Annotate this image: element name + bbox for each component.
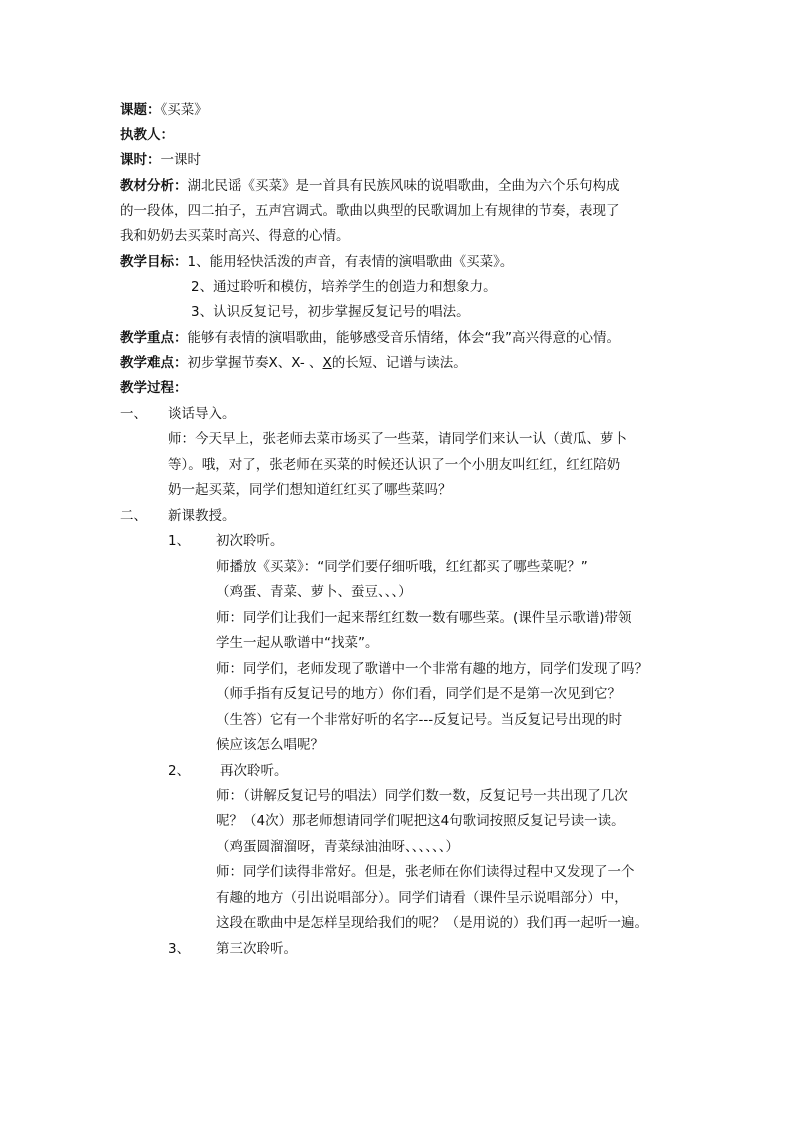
subsection-2-text-5: 有趣的地方（引出说唱部分）。同学们请看（课件呈示说唱部分）中， [216,890,628,906]
goal-2: 2、通过聆听和模仿，培养学生的创造力和想象力。 [191,279,497,295]
analysis-label: 教材分析： [120,178,188,194]
section-1-text-3: 奶一起买菜，同学们想知道红红买了哪些菜吗？ [168,482,452,498]
goals-line-3 [191,304,470,320]
subsection-2-number: 2、 [168,763,191,779]
difficulty-text-post: 的长短、记谱与读法。 [331,355,467,371]
process-label: 教学过程： [120,380,188,396]
title-value: 《买菜》 [160,102,208,118]
subsection-1-text-4: 学生一起从歌谱中“找菜”。 [216,635,379,651]
process-line [120,380,188,396]
section-1-text-2: 等）。哦，对了，张老师在买菜的时候还认识了一个小朋友叫红红，红红陪奶 [168,457,621,473]
subsection-1-text-6: （师手指有反复记号的地方）你们看，同学们是不是第一次见到它？ [216,686,621,702]
teacher-line [120,127,174,143]
subsection-1-text-3: 师：同学们让我们一起来帮红红数一数有哪些菜。(课件呈示歌谱)带领 [216,610,632,626]
subsection-2-title: 再次聆听。 [220,763,288,779]
subsection-2-text-4: 师：同学们读得非常好。但是，张老师在你们读得过程中又发现了一个 [216,864,635,880]
subsection-1-number: 1、 [168,533,191,549]
title-line [120,102,208,118]
goal-3: 3、认识反复记号，初步掌握反复记号的唱法。 [191,304,470,320]
subsection-1-text-1: 师播放《买菜》：“同学们要仔细听哦，红红都买了哪些菜呢？” [216,559,588,575]
key-point-label: 教学重点： [120,330,188,346]
subsection-1-text-2: （鸡蛋、青菜、萝卜、蚕豆、、、） [216,584,412,600]
subsection-2-text-2: 呢？（4次）那老师想请同学们呢把这4句歌词按照反复记号读一读。 [216,813,625,829]
section-1-title: 谈话导入。 [168,406,236,422]
difficulty-line [120,355,467,371]
section-1-text-1: 师：今天早上，张老师去菜市场买了一些菜，请同学们来认一认（黄瓜、萝卜 [168,431,627,447]
goals-label: 教学目标： [120,254,188,270]
analysis-text-3: 我和奶奶去买菜时高兴、得意的心情。 [120,228,350,244]
subsection-3-title: 第三次聆听。 [216,941,297,957]
goal-1: 1、能用轻快活泼的声音，有表情的演唱歌曲《买菜》。 [187,254,514,270]
period-label: 课时： [120,152,161,168]
subsection-1-text-7: （生答）它有一个非常好听的名字---反复记号。当反复记号出现的时 [216,712,623,728]
key-point-line [120,330,620,346]
period-value: 一课时 [160,152,201,168]
subsection-2-text-1: 师：（讲解反复记号的唱法）同学们数一数，反复记号一共出现了几次 [216,788,628,804]
goals-line-1 [120,254,513,270]
goals-line-2 [191,279,497,295]
difficulty-label: 教学难点： [120,355,188,371]
subsection-2-text-6: 这段在歌曲中是怎样呈现给我们的呢？（是用说的）我们再一起听一遍。 [216,915,648,931]
subsection-2-text-3: （鸡蛋圆溜溜呀，青菜绿油油呀、、、、、、） [216,839,459,855]
title-label: 课题： [120,102,161,118]
difficulty-text-pre: 初步掌握节奏X、X- 、 [187,355,323,371]
subsection-1-title: 初次聆听。 [216,533,284,549]
analysis-line-3 [120,228,350,244]
analysis-text-2: 的一段体，四二拍子，五声宫调式。歌曲以典型的民歌调加上有规律的节奏，表现了 [120,203,620,219]
section-1-number: 一、 [120,406,147,422]
period-line [120,152,201,168]
subsection-1-text-8: 候应该怎么唱呢？ [216,737,324,753]
analysis-line-1 [120,178,620,194]
analysis-line-2 [120,203,620,219]
teacher-label: 执教人： [120,127,174,143]
key-point-text: 能够有表情的演唱歌曲，能够感受音乐情绪，体会“我”高兴得意的心情。 [187,330,620,346]
subsection-3-number: 3、 [168,941,191,957]
underlined-x-note: X [322,355,332,371]
subsection-1-text-5: 师：同学们，老师发现了歌谱中一个非常有趣的地方，同学们发现了吗？ [216,661,648,677]
analysis-text-1: 湖北民谣《买菜》是一首具有民族风味的说唱歌曲，全曲为六个乐句构成 [187,178,620,194]
section-2-title: 新课教授。 [168,508,236,524]
section-2-number: 二、 [120,508,147,524]
